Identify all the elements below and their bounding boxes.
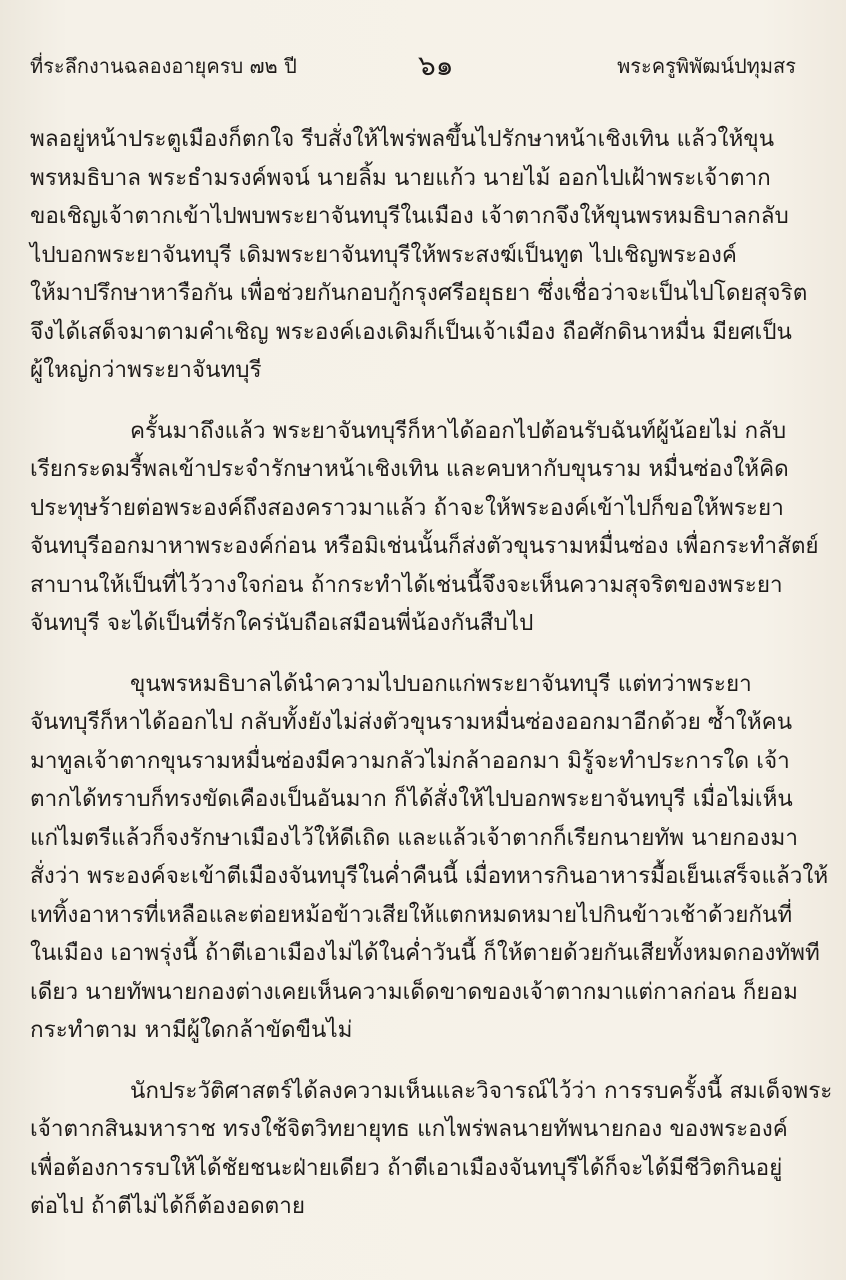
text-line: พรหมธิบาล พระธำมรงค์พจน์ นายลิ้ม นายแก้ว นายไม้ ออกไปเฝ้าพระเจ้าตาก — [30, 164, 771, 191]
header-author: พระครูพิพัฒน์ปทุมสร — [617, 54, 796, 78]
text-line: ตากได้ทราบก็ทรงขัดเคืองเป็นอันมาก ก็ได้สั่งให้ไปบอกพระยาจันทบุรี เมื่อไม่เห็น — [30, 786, 793, 812]
text-line: จันทบุรีออกมาหาพระองค์ก่อน หรือมิเช่นนั้นก็ส่งตัวขุนรามหมื่นซ่อง เพื่อกระทำสัตย์ — [30, 533, 819, 559]
text-line: ขุนพรหมธิบาลได้นำความไปบอกแก่พระยาจันทบุรี แต่ทว่าพระยา — [130, 670, 752, 697]
text-line: เดียว นายทัพนายกองต่างเคยเห็นความเด็ดขาดของเจ้าตากมาแต่กาลก่อน ก็ยอม — [30, 978, 798, 1005]
text-line: เรียกระดมรี้พลเข้าประจำรักษาหน้าเชิงเทิน และคบหากับขุนราม หมื่นซ่องให้คิด — [30, 456, 789, 482]
text-line: แก่ไมตรีแล้วก็จงรักษาเมืองไว้ให้ดีเถิด และแล้วเจ้าตากก็เรียกนายทัพ นายกองมา — [30, 824, 799, 851]
text-line: ผู้ใหญ่กว่าพระยาจันทบุรี — [30, 357, 262, 383]
text-line: จันทบุรี จะได้เป็นที่รักใคร่นับถือเสมือนพี่น้องกันสืบไป — [30, 610, 534, 636]
text-line: จึงได้เสด็จมาตามคำเชิญ พระองค์เองเดิมก็เป็นเจ้าเมือง ถือศักดินาหมื่น มียศเป็น — [30, 318, 792, 345]
paragraph-3 — [30, 665, 829, 1050]
text-line: จันทบุรีก็หาได้ออกไป กลับทั้งยังไม่ส่งตัวขุนรามหมื่นซ่องออกมาอีกด้วย ซ้ำให้คน — [30, 709, 793, 735]
text-line: มาทูลเจ้าตากขุนรามหมื่นซ่องมีความกลัวไม่กล้าออกมา มิรู้จะทำประการใด เจ้า — [30, 747, 790, 774]
text-line: ต่อไป ถ้าตีไม่ได้ก็ต้องอดตาย — [30, 1193, 306, 1219]
text-line: สาบานให้เป็นที่ไว้วางใจก่อน ถ้ากระทำได้เช่นนี้จึงจะเห็นความสุจริตของพระยา — [30, 571, 783, 598]
paragraph-1 — [30, 120, 808, 390]
text-line: พลอยู่หน้าประตูเมืองก็ตกใจ รีบสั่งให้ไพร่พลขึ้นไปรักษาหน้าเชิงเทิน แล้วให้ขุน — [30, 126, 775, 152]
text-line: ในเมือง เอาพรุ่งนี้ ถ้าตีเอาเมืองไม่ได้ในค่ำวันนี้ ก็ให้ตายด้วยกันเสียทั้งหมดกองทัพที — [30, 940, 820, 966]
page-body — [30, 120, 833, 1248]
text-line: นักประวัติศาสตร์ได้ลงความเห็นและวิจารณ์ไว้ว่า การรบครั้งนี้ สมเด็จพระ — [130, 1077, 833, 1104]
text-line: ประทุษร้ายต่อพระองค์ถึงสองคราวมาแล้ว ถ้าจะให้พระองค์เข้าไปก็ขอให้พระยา — [30, 494, 784, 521]
page-header — [30, 44, 816, 80]
text-line: เจ้าตากสินมหาราช ทรงใช้จิตวิทยายุทธ แกไพร่พลนายทัพนายกอง ของพระองค์ — [30, 1116, 788, 1142]
text-line: เพื่อต้องการรบให้ได้ชัยชนะฝ่ายเดียว ถ้าตีเอาเมืองจันทบุรีได้ก็จะได้มีชีวิตกินอยู่ — [30, 1154, 783, 1181]
text-line: สั่งว่า พระองค์จะเข้าตีเมืองจันทบุรีในค่ำคืนนี้ เมื่อทหารกินอาหารมื้อเย็นเสร็จแล้วให้ — [30, 863, 829, 889]
text-line: เททิ้งอาหารที่เหลือและต่อยหม้อข้าวเสียให้แตกหมดหมายไปกินข้าวเช้าด้วยกันที่ — [30, 901, 793, 928]
paragraph-2 — [30, 412, 819, 643]
text-line: ขอเชิญเจ้าตากเข้าไปพบพระยาจันทบุรีในเมือง เจ้าตากจึงให้ขุนพรหมธิบาลกลับ — [30, 203, 789, 229]
paragraph-4 — [30, 1072, 833, 1226]
header-book-title: ที่ระลึกงานฉลองอายุครบ ๗๒ ปี — [30, 54, 297, 78]
text-line: ไปบอกพระยาจันทบุรี เดิมพระยาจันทบุรีให้พระสงฆ์เป็นทูต ไปเชิญพระองค์ — [30, 241, 737, 268]
page-number: ๖๑ — [418, 49, 454, 82]
text-line: ให้มาปรึกษาหารือกัน เพื่อช่วยกันกอบกู้กรุงศรีอยุธยา ซึ่งเชื่อว่าจะเป็นไปโดยสุจริต — [30, 280, 808, 306]
text-line: ครั้นมาถึงแล้ว พระยาจันทบุรีก็หาได้ออกไปต้อนรับฉันท์ผู้น้อยไม่ กลับ — [130, 417, 787, 444]
text-line: กระทำตาม หามีผู้ใดกล้าขัดขืนไม่ — [30, 1017, 353, 1043]
